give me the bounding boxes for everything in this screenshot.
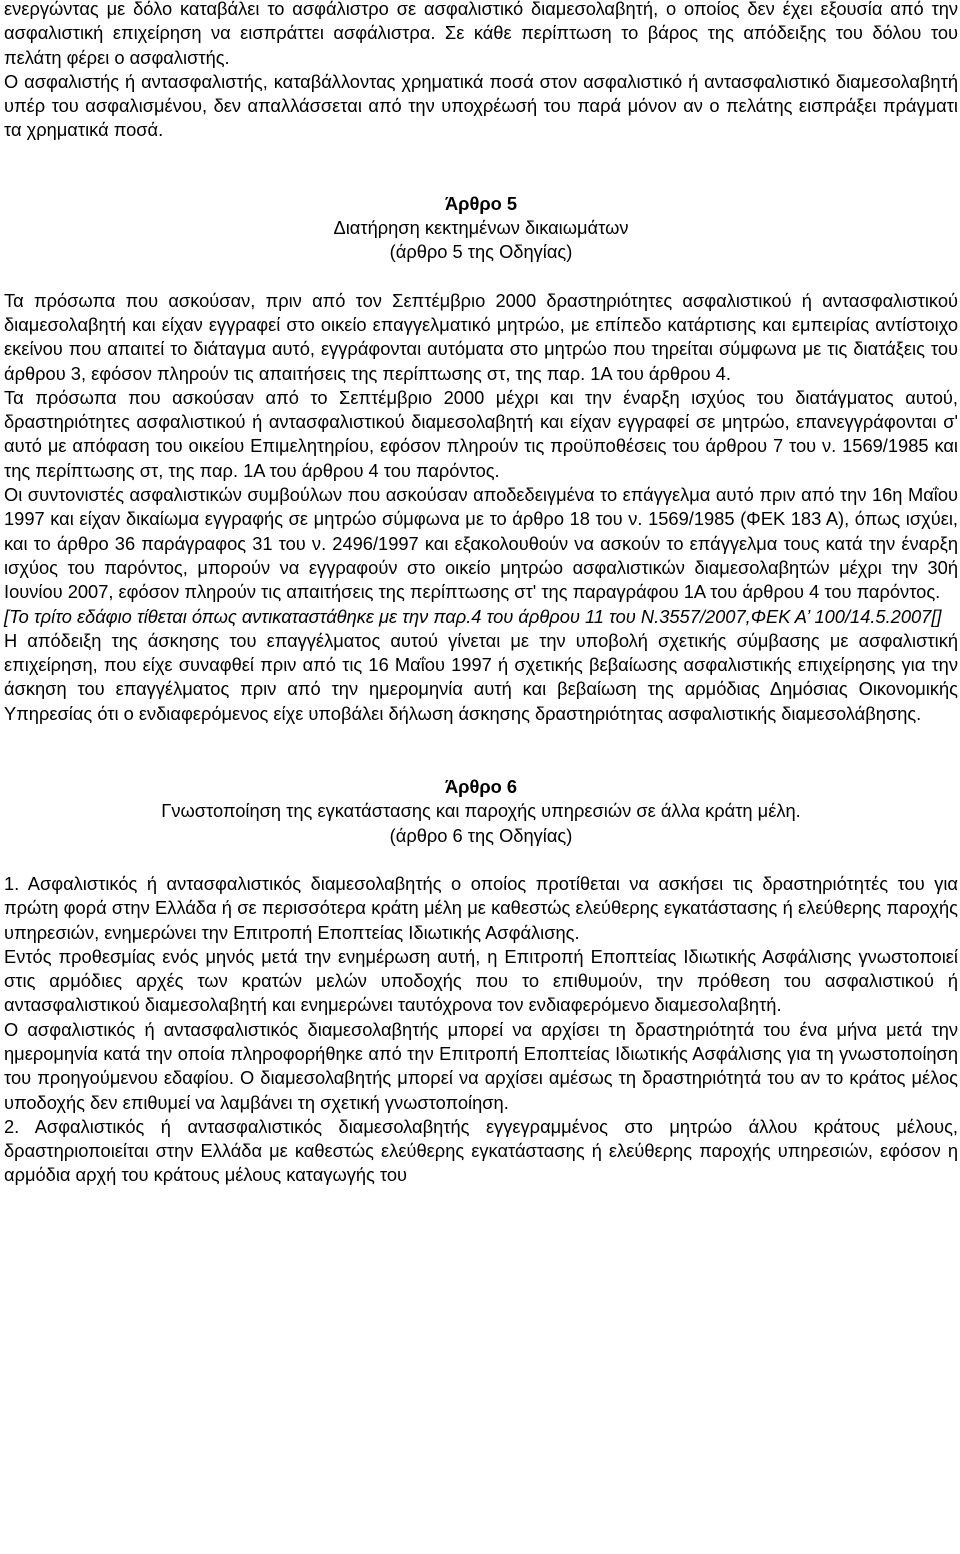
article-6-paragraph-1: 1. Ασφαλιστικός ή αντασφαλιστικός διαμεσολαβητής ο οποίος προτίθεται να ασκήσει τις δραστηριότητές του για πρώτη φορά στην Ελλάδα ή σε περισσότερα κράτη μέλη με καθεστώς ελεύθερης εγκατάστασης ή ελεύθερης παροχής υπηρεσιών, ενημερώνει την Επιτροπή Εποπτείας Ιδιωτικής Ασφάλισης.	[4, 872, 958, 943]
intro-paragraph-2: Ο ασφαλιστής ή αντασφαλιστής, καταβάλλοντας χρηματικά ποσά στον ασφαλιστικό ή αντασφαλιστικό διαμεσολαβητή υπέρ του ασφαλισμένου, δεν απαλλάσσεται από την υποχρέωσή του παρά μόνον αν ο πελάτης εισπράξει πράγματι τα χρηματικά ποσά.	[4, 70, 958, 141]
spacer	[4, 265, 958, 289]
article-6-title: Άρθρο 6	[444, 776, 518, 798]
article-5-paragraph-4: Η απόδειξη της άσκησης του επαγγέλματος αυτού γίνεται με την υποβολή σχετικής σύμβασης με ασφαλιστική επιχείρηση, που είχε συναφθεί πριν από τις 16 Μαΐου 1997 ή σχετικής βεβαίωσης ασφαλιστικής επιχείρησης για την άσκηση του επαγγέλματος πριν από την ημερομηνία αυτή και βεβαίωση της αρμόδιας Δημόσιας Οικονομικής Υπηρεσίας ότι ο ενδιαφερόμενος είχε υποβάλει δήλωση άσκησης δραστηριότητας ασφαλιστικής διαμεσολάβησης.	[4, 629, 958, 724]
article-5-amendment-note: [Το τρίτο εδάφιο τίθεται όπως αντικαταστάθηκε με την παρ.4 του άρθρου 11 του Ν.3557/2007,ΦΕΚ Α’ 100/14.5.2007[]	[4, 605, 942, 627]
article-6-paragraph-2: Εντός προθεσμίας ενός μηνός μετά την ενημέρωση αυτή, η Επιτροπή Εποπτείας Ιδιωτικής Ασφάλισης γνωστοποιεί στις αρμόδιες αρχές των κρατών μελών υποδοχής που το επιθυμούν, την πρόθεση του ασφαλιστικού ή αντασφαλιστικού διαμεσολαβητή και ενημερώνει ταυτόχρονα τον ενδιαφερόμενο διαμεσολαβητή.	[4, 945, 958, 1016]
spacer	[4, 143, 958, 192]
article-6-reference: (άρθρο 6 της Οδηγίας)	[389, 824, 573, 846]
article-6-paragraph-3: Ο ασφαλιστικός ή αντασφαλιστικός διαμεσολαβητής μπορεί να αρχίσει τη δραστηριότητά του ένα μήνα μετά την ημερομηνία κατά την οποία πληροφορήθηκε από την Επιτροπή Εποπτείας Ιδιωτικής Ασφάλισης για τη γνωστοποίηση του προηγούμενου εδαφίου. Ο διαμεσολαβητής μπορεί να αρχίσει αμέσως τη δραστηριότητά του αν το κράτος μέλος υποδοχής δεν επιθυμεί να λαμβάνει τη σχετική γνωστοποίηση.	[4, 1018, 958, 1113]
article-5-title: Άρθρο 5	[444, 192, 518, 214]
article-6-subtitle: Γνωστοποίηση της εγκατάστασης και παροχής υπηρεσιών σε άλλα κράτη μέλη.	[161, 800, 801, 822]
article-5-paragraph-1: Τα πρόσωπα που ασκούσαν, πριν από τον Σεπτέμβριο 2000 δραστηριότητες ασφαλιστικού ή αντασφαλιστικού διαμεσολαβητή και είχαν εγγραφεί στο οικείο επαγγελματικό μητρώο, με επίπεδο κατάρτισης και εμπειρίας αντίστοιχο εκείνου που απαιτεί το διάταγμα αυτό, εγγράφονται αυτόματα στο μητρώο που τηρείται σύμφωνα με τις διατάξεις του άρθρου 3, εφόσον πληρούν τις απαιτήσεις της περίπτωσης στ, της παρ. 1Α του άρθρου 4.	[4, 289, 958, 384]
article-5-paragraph-3: Οι συντονιστές ασφαλιστικών συμβούλων που ασκούσαν αποδεδειγμένα το επάγγελμα αυτό πριν από την 16η Μαΐου 1997 και είχαν δικαίωμα εγγραφής σε μητρώο σύμφωνα με το άρθρο 18 του ν. 1569/1985 (ΦΕΚ 183 Α), όπως ισχύει, και το άρθρο 36 παράγραφος 31 του ν. 2496/1997 και εξακολουθούν να ασκούν το επάγγελμα τους κατά την έναρξη ισχύος του παρόντος, μπορούν να εγγραφούν στο οικείο μητρώο ασφαλιστικών διαμεσολαβητών μέχρι την 30ή Ιουνίου 2007, εφόσον πληρούν τις απαιτήσεις της περίπτωσης στ' της παραγράφου 1Α του άρθρου 4 του παρόντος.	[4, 484, 958, 603]
article-5-reference: (άρθρο 5 της Οδηγίας)	[389, 241, 573, 263]
article-5-subtitle: Διατήρηση κεκτημένων δικαιωμάτων	[333, 217, 629, 239]
article-5-paragraph-2: Τα πρόσωπα που ασκούσαν από το Σεπτέμβριο 2000 μέχρι και την έναρξη ισχύος του διατάγματος αυτού, δραστηριότητες ασφαλιστικού ή αντασφαλιστικού διαμεσολαβητή και είχαν εγγραφεί σε μητρώο, επανεγγράφονται σ' αυτό με απόφαση του οικείου Επιμελητηρίου, εφόσον πληρούν τις προϋποθέσεις του άρθρου 7 του ν. 1569/1985 και της περίπτωσης στ, της παρ. 1Α του άρθρου 4 του παρόντος.	[4, 386, 958, 481]
document-page	[4, 0, 958, 1188]
spacer	[4, 848, 958, 872]
intro-paragraph-1: ενεργώντας με δόλο καταβάλει το ασφάλιστρο σε ασφαλιστικό διαμεσολαβητή, ο οποίος δεν έχει εξουσία από την ασφαλιστική επιχείρηση να εισπράττει ασφάλιστρα. Σε κάθε περίπτωση το βάρος της απόδειξης του δόλου του πελάτη φέρει ο ασφαλιστής.	[4, 0, 958, 68]
spacer	[4, 726, 958, 775]
article-6-paragraph-4: 2. Ασφαλιστικός ή αντασφαλιστικός διαμεσολαβητής εγγεγραμμένος στο μητρώο άλλου κράτους μέλους, δραστηριοποιείται στην Ελλάδα με καθεστώς ελεύθερης εγκατάστασης ή ελεύθερης παροχής υπηρεσιών, εφόσον η αρμόδια αρχή του κράτους μέλους καταγωγής του	[4, 1115, 958, 1186]
